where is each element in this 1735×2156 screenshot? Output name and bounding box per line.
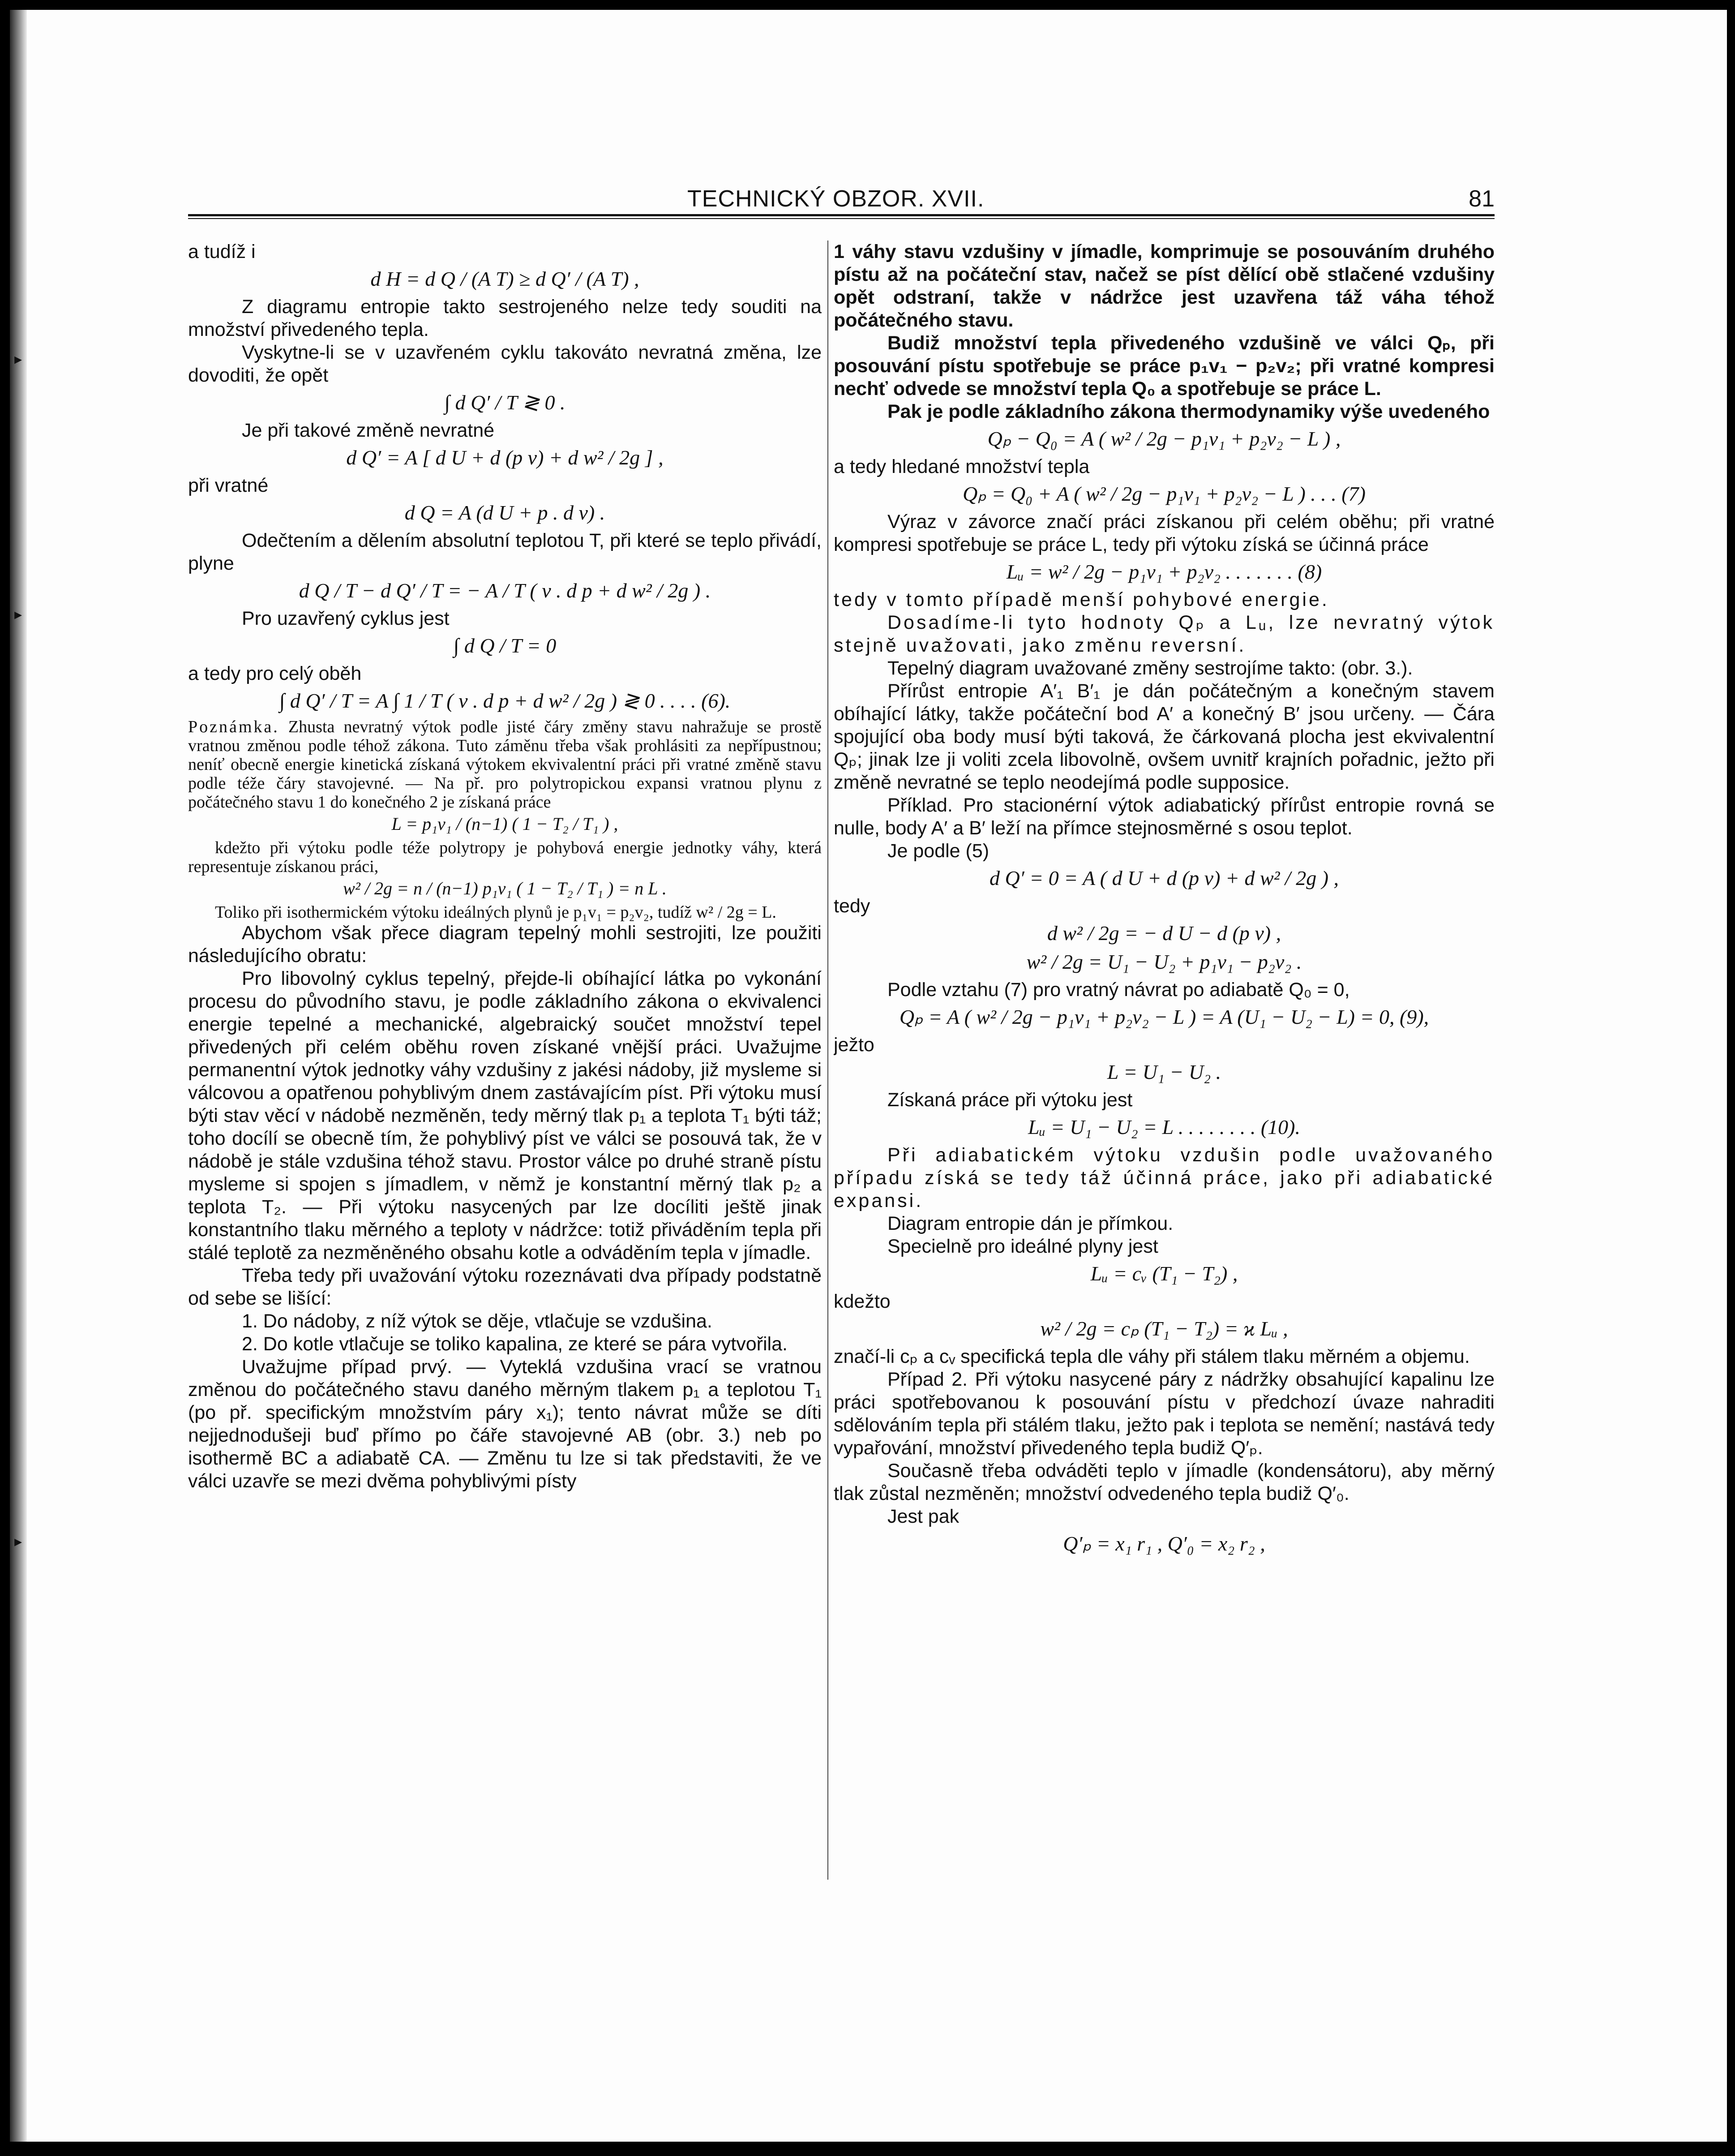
equation: d H = d Q / (A T) ≥ d Q′ / (A T) , (370, 267, 639, 290)
paragraph: Současně třeba odváděti teplo v jímadle (kondensátoru), aby měrný tlak zůstal nezměněn; množství odvedeného tepla budiž Q′₀. (834, 1460, 1495, 1504)
paragraph: Výraz v závorce značí práci získanou při celém oběhu; při vratné kompresi spotřebuje se práce L, tedy při výtoku získá se účinná práce (834, 511, 1495, 555)
paragraph: Podle vztahu (7) pro vratný návrat po adiabatě Q₀ = 0, (887, 979, 1350, 1001)
equation: d Q / T − d Q′ / T = − A / T ( v . d p + d w² / 2g ) . (299, 579, 711, 602)
paragraph: Jest pak (887, 1506, 960, 1527)
note-text: Zhusta nevratný výtok podle jisté čáry změny stavu nahražuje se prostě vratnou změnou podle téhož zákona. Tuto záměnu třeba však prohlásiti za nepřípustnou; neníť obecně energie kinetická získaná výtokem ekvivalentní práci při vratné změně stavu podle téže čáry stavojevné. — Na př. pro polytropickou expansi vratnou plynu z počátečného stavu 1 do konečného 2 je získaná práce (188, 717, 822, 812)
note-text: kdežto při výtoku podle téže polytropy je pohybová energie jednotky váhy, která representuje získanou práci, (188, 838, 822, 876)
note-lead: Poznámka. (188, 717, 279, 736)
paragraph: a tedy hledané množství tepla (834, 456, 1090, 477)
page-number: 81 (1469, 186, 1495, 212)
equation: Qₚ − Q₀ = A ( w² / 2g − p₁v₁ + p₂v₂ − L ) , (987, 427, 1341, 450)
paragraph: a tedy pro celý oběh (188, 663, 362, 684)
paragraph: Diagram entropie dán je přímkou. (887, 1213, 1174, 1234)
paragraph: Tepelný diagram uvažované změny sestrojíme takto: (obr. 3.). (887, 657, 1413, 679)
paragraph: 1. Do nádoby, z níž výtok se děje, vtlačuje se vzdušina. (242, 1310, 712, 1332)
paragraph: ježto (834, 1034, 874, 1056)
paragraph: Uvažujme případ prvý. — Vyteklá vzdušina vrací se vratnou změnou do počátečného stavu daného měrným tlakem p₁ a teplotou T₁ (po př. specifickým množstvím páry x₁); tento návrat může se díti nejjednodušeji buď přímo po čáře stavojevné AB (obr. 3.) neb po isothermě BC a adiabatě CA. — Změnu tu lze si tak představiti, že ve válci uzavře se mezi dvěma pohyblivými písty (188, 1356, 822, 1492)
running-header (188, 185, 1495, 214)
footnote-paragraph (188, 717, 822, 812)
paragraph: Abychom však přece diagram tepelný mohli sestrojiti, lze použiti následujícího obratu: (188, 922, 822, 966)
equation: Lᵤ = w² / 2g − p₁v₁ + p₂v₂ . . . . . . . (8) (1006, 560, 1322, 583)
paragraph: Příklad. Pro stacionérní výtok adiabatický přírůst entropie rovná se nulle, body A′ a B′ leží na přímce stejnosměrné s osou teplot. (834, 795, 1495, 839)
paragraph: Získaná práce při výtoku jest (887, 1089, 1133, 1111)
paragraph: Odečtením a dělením absolutní teplotou T, při které se teplo přivádí, plyne (188, 530, 822, 574)
paragraph: Třeba tedy při uvažování výtoku rozeznávati dva případy podstatně od sebe se lišící: (188, 1265, 822, 1309)
paragraph: tedy v tomto případě menší pohybové energie. (834, 589, 1329, 610)
equation: w² / 2g = U₁ − U₂ + p₁v₁ − p₂v₂ . (1026, 950, 1302, 973)
footnote-paragraph (188, 903, 822, 922)
equation: ∫ d Q / T = 0 (453, 634, 557, 657)
equation: Lᵤ = cᵥ (T₁ − T₂) , (1090, 1262, 1238, 1285)
equation: ∫ d Q′ / T ≷ 0 . (444, 391, 565, 414)
paragraph: při vratné (188, 475, 269, 496)
column-divider (827, 241, 828, 1880)
equation: w² / 2g = n / (n−1) p₁v₁ ( 1 − T₂ / T₁ ) = n L . (343, 878, 667, 898)
equation: d w² / 2g = − d U − d (p v) , (1047, 922, 1281, 945)
paragraph: Z diagramu entropie takto sestrojeného nelze tedy souditi na množství přivedeného tepla. (188, 296, 822, 340)
equation: w² / 2g = cₚ (T₁ − T₂) = ϰ Lᵤ , (1040, 1317, 1288, 1340)
paragraph: Případ 2. Při výtoku nasycené páry z nádržky obsahující kapalinu lze práci spotřebovanou k posouvání pístu v předchozí úvaze nahraditi sdělováním tepla při stálém tlaku, ježto pak i teplota se nemění; nastává tedy vypařování, množství přivedeného tepla budiž Q′ₚ. (834, 1369, 1495, 1459)
paragraph: Je podle (5) (887, 840, 990, 862)
equation: Qₚ = A ( w² / 2g − p₁v₁ + p₂v₂ − L ) = A (U₁ − U₂ − L) = 0, (9), (899, 1005, 1429, 1028)
paragraph: Specielně pro ideálné plyny jest (887, 1236, 1158, 1257)
margin-mark: ▸ (14, 351, 22, 368)
equation: Lᵤ = U₁ − U₂ = L . . . . . . . . (10). (1028, 1116, 1300, 1138)
paragraph: Je při takové změně nevratné (242, 420, 495, 441)
margin-mark: ▸ (14, 606, 22, 623)
paragraph: a tudíž i (188, 241, 256, 262)
paragraph: značí-li cₚ a cᵥ specifická tepla dle váhy při stálem tlaku měrném a objemu. (834, 1346, 1470, 1367)
paragraph: Pak je podle základního zákona thermodynamiky výše uvedeného (887, 401, 1490, 422)
journal-title: TECHNICKÝ OBZOR. XVII. (687, 186, 985, 212)
footnote-paragraph (188, 838, 822, 876)
page (10, 10, 1727, 2142)
equation: Qₚ = Q₀ + A ( w² / 2g − p₁v₁ + p₂v₂ − L ) . . . (7) (963, 482, 1366, 505)
paragraph: Dosadíme-li tyto hodnoty Qₚ a Lᵤ, lze nevratný výtok stejně uvažovati, jako změnu reversní. (834, 612, 1495, 656)
right-column (834, 241, 1495, 1898)
equation: L = p₁v₁ / (n−1) ( 1 − T₂ / T₁ ) , (391, 814, 618, 834)
paragraph: kdežto (834, 1291, 891, 1312)
paragraph: 1 váhy stavu vzdušiny v jímadle, komprimuje se posouváním druhého pístu až na počáteční stav, načež se píst dělící obě stlačené vzdušiny opět odstraní, takže v nádržce jest uzavřena táž váha téhož počátečného stavu. (834, 241, 1495, 331)
equation: d Q = A (d U + p . d v) . (404, 501, 605, 524)
equation: ∫ d Q′ / T = A ∫ 1 / T ( v . d p + d w² / 2g ) ≷ 0 . . . . (6). (279, 689, 731, 712)
paragraph: Pro libovolný cyklus tepelný, přejde-li obíhající látka po vykonání procesu do původního stavu, je podle základního zákona o ekvivalenci energie tepelné a mechanické, algebraický součet množství tepel přivedených při celém oběhu roven získané vnější práci. Uvažujme permanentní výtok jednotky váhy vzdušiny z jakési nádoby, již mysleme si válcovou a opatřenou pohyblivým dnem zastávajícím píst. Při výtoku musí býti stav věcí v nádobě nezměněn, tedy měrný tlak p₁ a teplota T₁ býti táž; toho docílí se obecně tím, že pohyblivý píst ve válci se posouvá tak, že v nádobě je stále vzdušina téhož stavu. Prostor válce po druhé straně pístu mysleme si spojen s jímadlem, v němž je konstantní měrný tlak p₂ a teplota T₂. — Při výtoku nasycených par lze docíliti ještě jinak konstantního tlaku měrného a teploty v nádržce: totiž přiváděním tepla při stálé teplotě za nezměněného obsahu kotle a odváděním tepla v jímadle. (188, 968, 822, 1263)
paragraph: Budiž množství tepla přivedeného vzdušině ve válci Qₚ, při posouvání pístu spotřebuje se práce p₁v₁ − p₂v₂; při vratné kompresi nechť odvede se množství tepla Q₀ a spotřebuje se práce L. (834, 332, 1495, 399)
left-column (188, 241, 822, 1898)
paragraph: Při adiabatickém výtoku vzdušin podle uvažovaného případu získá se tedy táž účinná práce, jako při adiabatické expansi. (834, 1144, 1495, 1211)
equation: d Q′ = A [ d U + d (p v) + d w² / 2g ] , (346, 446, 664, 469)
paragraph: 2. Do kotle vtlačuje se toliko kapalina, ze které se pára vytvořila. (242, 1333, 788, 1355)
margin-mark: ▸ (14, 1533, 22, 1550)
equation: d Q′ = 0 = A ( d U + d (p v) + d w² / 2g ) , (989, 867, 1339, 889)
header-rule (188, 214, 1495, 219)
paragraph: tedy (834, 895, 870, 917)
paragraph: Vyskytne-li se v uzavřeném cyklu takováto nevratná změna, lze dovoditi, že opět (188, 342, 822, 386)
binding-spine (10, 10, 27, 2142)
equation: L = U₁ − U₂ . (1107, 1061, 1221, 1083)
note-text: Toliko při isothermickém výtoku ideálných plynů je p₁v₁ = p₂v₂, tudíž w² / 2g = L. (215, 903, 776, 922)
paragraph: Přírůst entropie A′₁ B′₁ je dán počátečným a konečným stavem obíhající látky, takže počáteční bod A′ a konečný B′ jsou určeny. — Čára spojující oba body musí býti taková, že čárkovaná plocha jest ekvivalentní Qₚ; jinak lze ji voliti zcela libovolně, ovšem uvnitř krajních pořadnic, ježto při změně nevratné se teplo neodejímá podle supposice. (834, 680, 1495, 793)
equation: Q′ₚ = x₁ r₁ , Q′₀ = x₂ r₂ , (1063, 1532, 1265, 1555)
paragraph: Pro uzavřený cyklus jest (242, 608, 450, 629)
